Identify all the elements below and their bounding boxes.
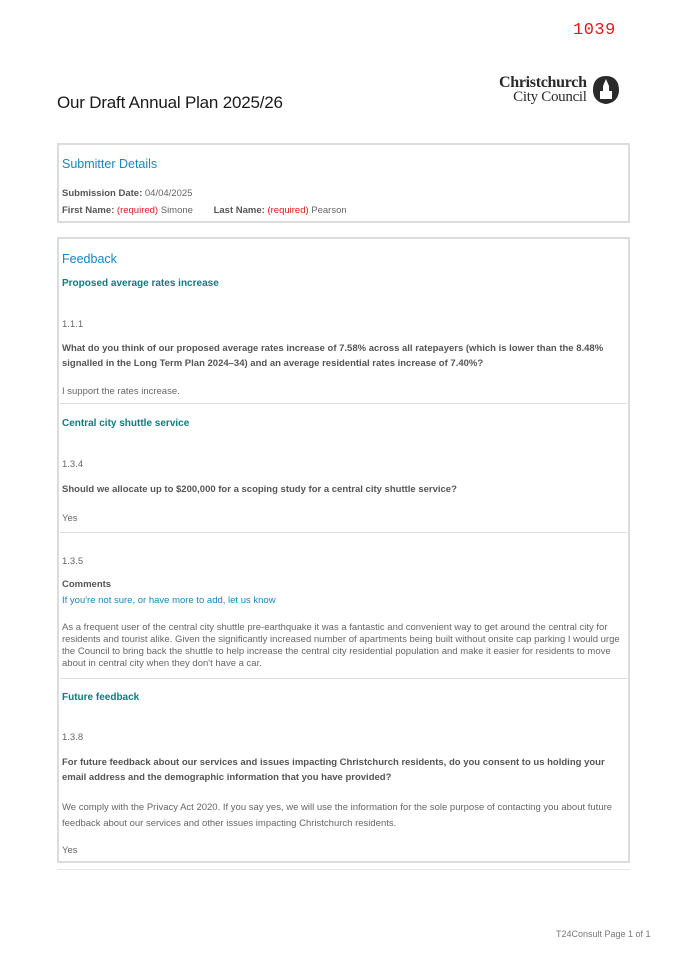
page-number: 1039 xyxy=(573,21,616,40)
last-name-value: Pearson xyxy=(311,205,347,216)
answer-text: Yes xyxy=(62,845,78,856)
question-number: 1.1.1 xyxy=(62,319,84,330)
last-name-required: (required) xyxy=(267,205,309,216)
question-text: For future feedback about our services and issues impacting Christchurch residents, do you consent to us holding your email address and the demographic information that you have provided? xyxy=(62,757,605,783)
question-number: 1.3.5 xyxy=(62,556,84,567)
name-row xyxy=(62,205,347,216)
council-logo xyxy=(499,75,621,105)
divider xyxy=(60,403,627,404)
first-name-value: Simone xyxy=(160,205,193,216)
comments-hint: If you're not sure, or have more to add, let us know xyxy=(62,595,276,606)
question-text: Comments xyxy=(62,579,112,590)
page-footer: T24Consult Page 1 of 1 xyxy=(556,929,651,939)
question-text: Should we allocate up to $200,000 for a scoping study for a central city shuttle service? xyxy=(62,484,457,495)
feedback-heading: Feedback xyxy=(62,252,117,266)
submission-date-value: 04/04/2025 xyxy=(144,188,193,199)
last-name-label: Last Name: xyxy=(213,205,265,216)
answer-text: I support the rates increase. xyxy=(62,386,180,397)
answer-text: Yes xyxy=(62,513,78,524)
section-title-future-feedback: Future feedback xyxy=(62,692,140,703)
divider xyxy=(60,532,627,533)
submission-date-row xyxy=(62,188,192,199)
logo-line-1: Christchurch xyxy=(499,74,587,91)
question-number: 1.3.4 xyxy=(62,459,84,470)
first-name-required: (required) xyxy=(116,205,159,216)
question-text: What do you think of our proposed average rates increase of 7.58% across all ratepayers (which is lower than the 8.48% signalled in the Long Term Plan 2024–34) and an average residential rates increase of 7.40%? xyxy=(62,343,604,369)
logo-line-2: City Council xyxy=(513,89,587,105)
bottom-rule xyxy=(57,869,630,870)
first-name-label: First Name: xyxy=(62,205,115,216)
section-title-shuttle: Central city shuttle service xyxy=(62,418,190,429)
privacy-info-text: We comply with the Privacy Act 2020. If you say yes, we will use the information for the sole purpose of contacting you about future feedback about our services and other issues impacting Christchurch residents. xyxy=(62,802,613,829)
comment-answer-text: As a frequent user of the central city shuttle pre-earthquake it was a fantastic and convenient way to get around the central city for residents and tourist alike. Given the significantly increased number of apartments being built without onsite cap parking I would urge the Council to bring back the shuttle to help increase the central city residential population and make it easier for residents to move about in central city when they don't have a car. xyxy=(62,622,620,669)
section-title-rates: Proposed average rates increase xyxy=(62,278,219,289)
cathedral-silhouette-icon xyxy=(591,75,621,105)
divider xyxy=(60,678,627,679)
question-number: 1.3.8 xyxy=(62,732,84,743)
submission-date-label: Submission Date: xyxy=(62,188,143,199)
submitter-details-heading: Submitter Details xyxy=(62,157,158,171)
page-title: Our Draft Annual Plan 2025/26 xyxy=(57,93,283,112)
